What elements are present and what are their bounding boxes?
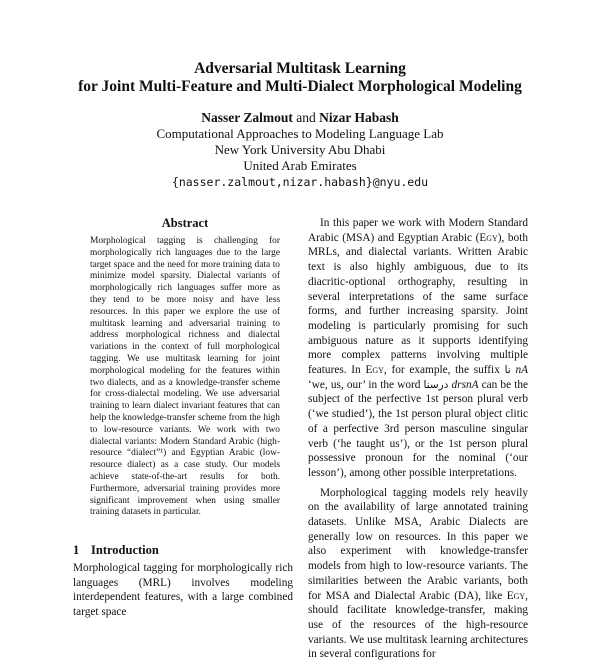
author-name: Nizar Habash (319, 110, 399, 125)
right-column (308, 216, 528, 662)
dialect-abbrev: Egy (506, 589, 526, 602)
affiliation-country: United Arab Emirates (243, 158, 357, 173)
affiliation-lab: Computational Approaches to Modeling Language Lab (156, 126, 444, 141)
transliteration: nA (515, 364, 528, 377)
dialect-abbrev: Egy (479, 231, 498, 244)
arabic-word: درسنا (423, 378, 449, 391)
author-email: {nasser.zalmout,nizar.habash}@nyu.edu (171, 175, 429, 189)
section-heading-introduction (73, 543, 293, 558)
body-paragraph: In this paper we work with Modern Standard Arabic (MSA) and Egyptian Arabic (Egy), both MRLs, and dialectal variants. Written Arabic text is also highly ambiguous, due to its diacritic-optional orthography, resulting in several interpretations of the same surface forms, and further increasing sparsity. Joint modeling is particularly promising for such ambiguous nature as it supports identifying more complex patterns involving multiple features. In Egy, for example, the suffix نا nA ‘we, us, our’ in the word درسنا drsnA can be the subject of the perfective 1st person plural verb (‘we studied’), the 1st person plural object clitic of a perfective 3rd person masculine singular verb (‘he taught us’), or the 1st person plural possessive pronoun for the nominal (‘our lesson’), among other possible interpretations. (308, 217, 528, 479)
author-line (0, 110, 600, 126)
abstract-heading: Abstract (161, 216, 209, 230)
author-name: Nasser Zalmout (201, 110, 293, 125)
section-title: Introduction (91, 543, 159, 557)
transliteration: drsnA (451, 378, 479, 391)
section-number: 1 (73, 543, 80, 557)
arabic-suffix: نا (504, 364, 511, 377)
paper-title-line-2: for Joint Multi-Feature and Multi-Dialect Morphological Modeling (78, 78, 522, 95)
dialect-abbrev: Egy (365, 364, 384, 377)
introduction-paragraph: Morphological tagging for morphologically rich languages (MRL) involves modeling interdependent features, with a large combined target space (73, 562, 293, 619)
abstract-body: Morphological tagging is challenging for morphologically rich languages due to the large target space and the need for more training data to minimize model sparsity. Dialectal variants of morphologically rich languages suffer more as they tend to be more noisy and have less resources. In this paper we explore the use of multitask learning and adversarial training to address morphological richness and dialectal variations in the context of full morphological tagging. We use multitask learning for joint morphological modeling for the features within two dialects, and as a knowledge-transfer scheme for cross-dialectal modeling. We use adversarial training to learn dialect invariant features that can help the knowledge-transfer scheme from the high to low-resource variants. We work with two dialectal variants: Modern Standard Arabic (high-resource “dialect”¹) and Egyptian Arabic (low-resource dialect) as a case study. Our models achieve state-of-the-art results for both. Furthermore, adversarial training provides more significant improvement when using smaller training datasets in particular. (90, 236, 280, 518)
body-paragraph: Morphological tagging models rely heavily on the availability of large annotated training datasets. Unlike MSA, Arabic Dialects are generally low on resources. In this paper we also experiment with knowledge-transfer models from high to low-resource variants. The similarities between the Arabic variants, both for MSA and Dialectal Arabic (DA), like Egy, should facilitate knowledge-transfer, making use of the resources of the high-resource variants. We use multitask learning architectures in several configurations for (308, 486, 528, 661)
author-conjunction: and (296, 110, 316, 125)
paper-title-line-1: Adversarial Multitask Learning (194, 60, 406, 77)
affiliation-university: New York University Abu Dhabi (214, 142, 386, 157)
